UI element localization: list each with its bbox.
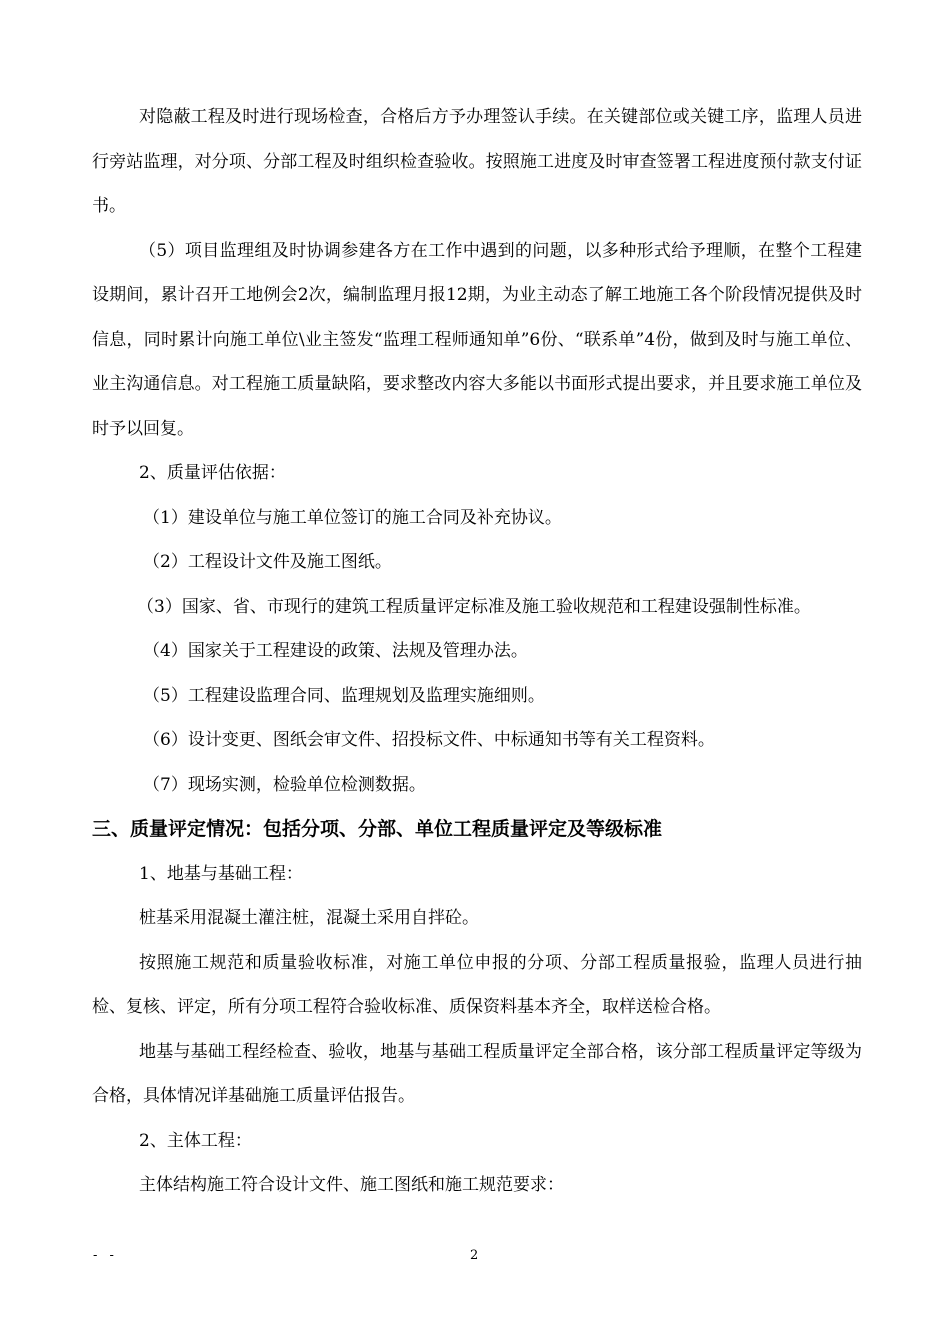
basis-item-1: （1）建设单位与施工单位签订的施工合同及补充协议。 (143, 507, 562, 528)
paragraph-main-structure: 主体结构施工符合设计文件、施工图纸和施工规范要求： (139, 1175, 564, 1195)
paragraph-foundation-result: 地基与基础工程经检查、验收，地基与基础工程质量评定全部合格，该分部工程质量评定等级为合格，具体情况详基础施工质量评估报告。 (92, 1041, 862, 1106)
basis-item-4: （4）国家关于工程建设的政策、法规及管理办法。 (143, 641, 528, 661)
paragraph-concealed-works: 对隐蔽工程及时进行现场检查，合格后方予办理签认手续。在关键部位或关键工序，监理人员进行旁站监理，对分项、分部工程及时组织检查验收。按照施工进度及时审查签署工程进度预付款支付证书。 (92, 107, 862, 216)
basis-item-7: （7）现场实测，检验单位检测数据。 (143, 774, 426, 795)
basis-item-2: （2）工程设计文件及施工图纸。 (143, 552, 392, 572)
basis-item-6: （6）设计变更、图纸会审文件、招投标文件、中标通知书等有关工程资料。 (143, 730, 715, 750)
paragraph-coordination: （5）项目监理组及时协调参建各方在工作中遇到的问题，以多种形式给予理顺，在整个工程建设期间，累计召开工地例会2次，编制监理月报12期，为业主动态了解工地施工各个阶段情况提供及时信息，同时累计向施工单位\业主签发“监理工程师通知单”6份、“联系单”4份，做到及时与施工单位、业主沟通信息。对工程施工质量缺陷，要求整改内容大多能以书面形式提出要求，并且要求施工单位及时予以回复。 (92, 240, 862, 439)
paragraph-inspection: 按照施工规范和质量验收标准，对施工单位申报的分项、分部工程质量报验，监理人员进行抽检、复核、评定，所有分项工程符合验收标准、质保资料基本齐全，取样送检合格。 (92, 952, 862, 1017)
subheading-quality-basis: 2、质量评估依据： (139, 463, 286, 483)
basis-item-3: （3）国家、省、市现行的建筑工程质量评定标准及施工验收规范和工程建设强制性标准。 (137, 596, 811, 617)
paragraph-pile-foundation: 桩基采用混凝土灌注桩，混凝土采用自拌砼。 (139, 908, 479, 928)
section-heading-quality-assessment: 三、质量评定情况：包括分项、分部、单位工程质量评定及等级标准 (92, 818, 663, 840)
basis-item-5: （5）工程建设监理合同、监理规划及监理实施细则。 (143, 685, 545, 706)
subheading-main-structure: 2、主体工程： (139, 1130, 252, 1151)
page-number: 2 (470, 1248, 479, 1263)
subheading-foundation: 1、地基与基础工程： (139, 863, 303, 884)
footer-mark: - - (93, 1248, 118, 1263)
document-body (92, 95, 862, 1208)
